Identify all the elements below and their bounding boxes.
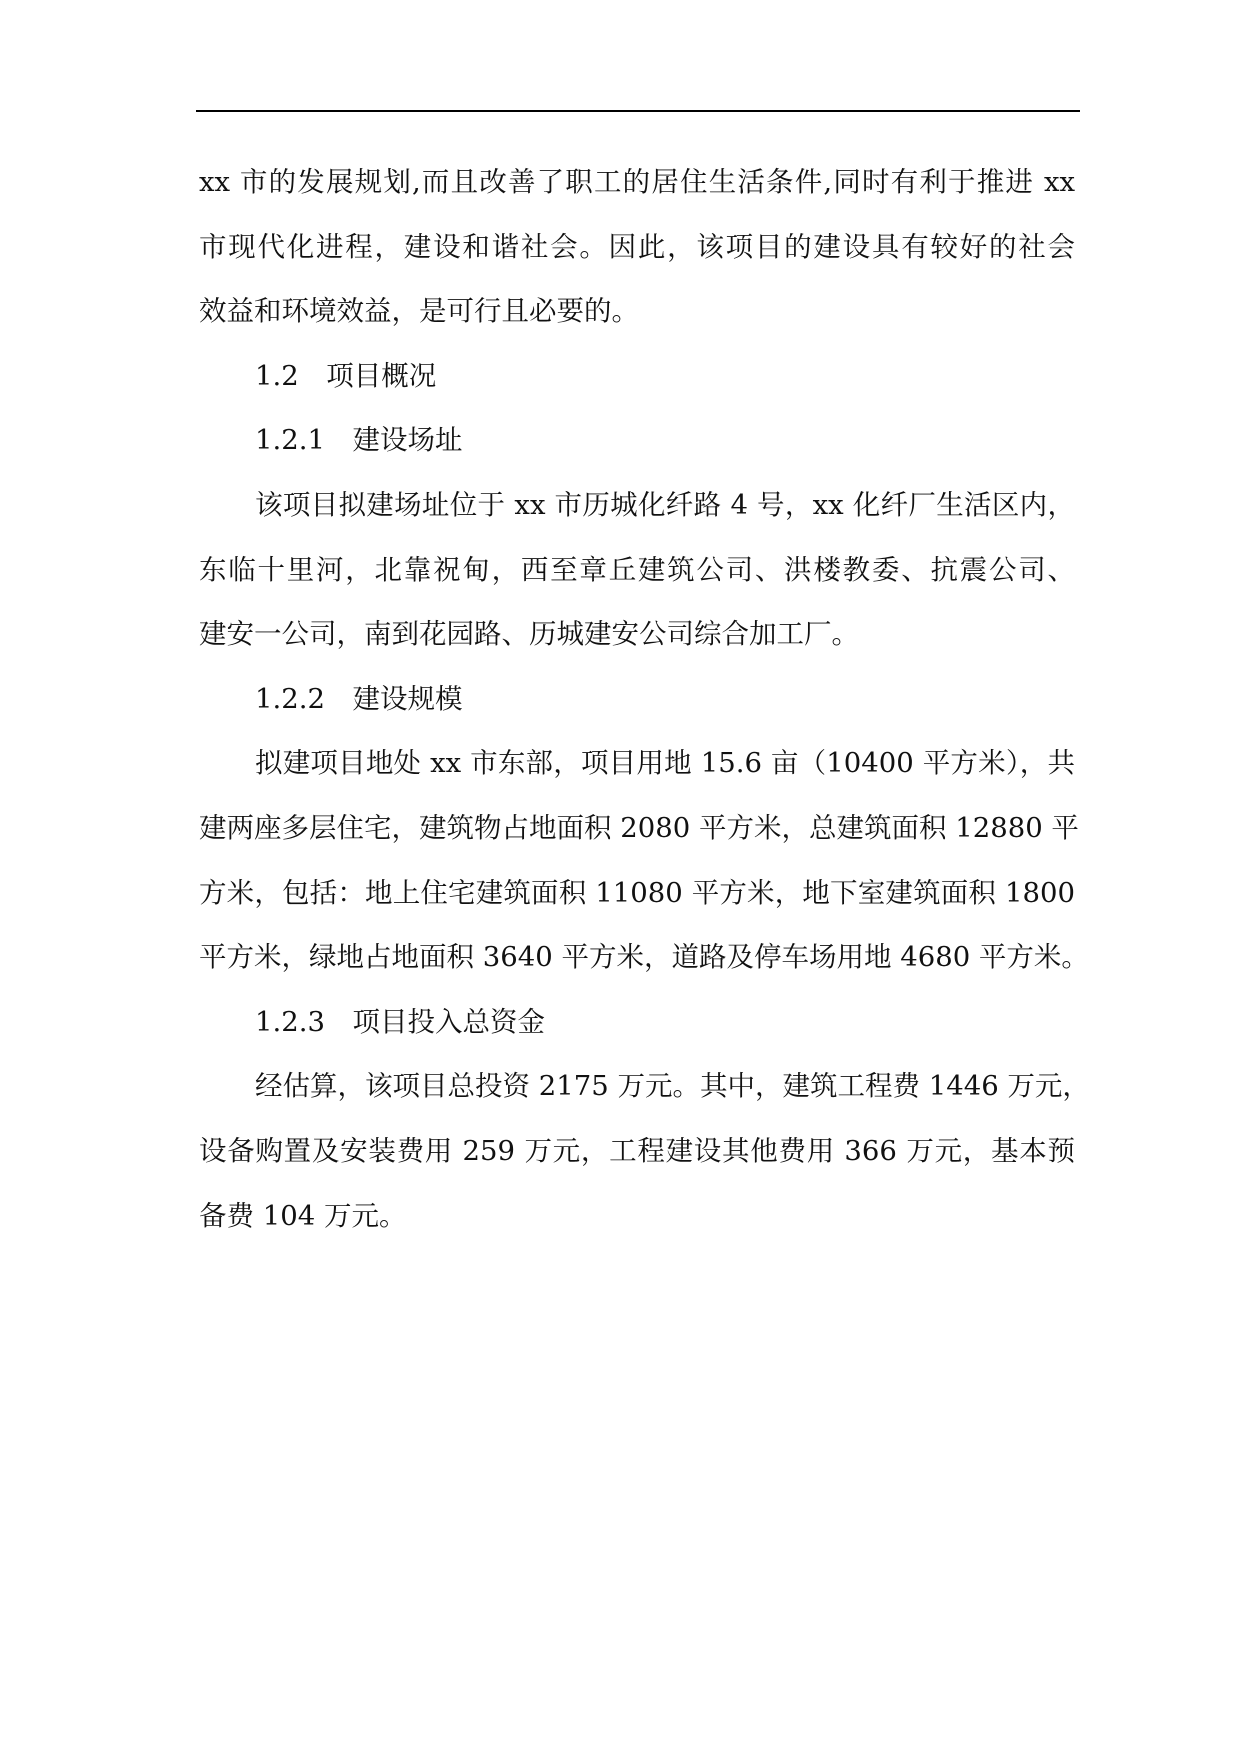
paragraph-line: 建安一公司，南到花园路、历城建安公司综合加工厂。 — [199, 618, 859, 651]
section-heading-1-2-1: 1.2.1 建设场址 — [255, 424, 463, 457]
section-heading-1-2-2: 1.2.2 建设规模 — [255, 682, 463, 715]
paragraph-line: 平方米，绿地占地面积 3640 平方米，道路及停车场用地 4680 平方米。 — [199, 941, 1089, 974]
paragraph-line: 效益和环境效益，是可行且必要的。 — [199, 295, 639, 328]
paragraph-line: 建两座多层住宅，建筑物占地面积 2080 平方米，总建筑面积 12880 平 — [199, 811, 1079, 844]
paragraph-line: 拟建项目地处 xx 市东部，项目用地 15.6 亩（10400 平方米），共 — [255, 747, 1075, 780]
document-body — [199, 150, 1090, 1248]
paragraph-line: 备费 104 万元。 — [199, 1199, 407, 1232]
paragraph-line: 市现代化进程，建设和谐社会。因此，该项目的建设具有较好的社会 — [199, 230, 1075, 263]
paragraph-line: xx 市的发展规划,而且改善了职工的居住生活条件,同时有利于推进 xx — [199, 166, 1075, 198]
header-rule — [196, 110, 1080, 112]
paragraph-line: 该项目拟建场址位于 xx 市历城化纤路 4 号，xx 化纤厂生活区内， — [255, 488, 1075, 521]
section-heading-1-2-3: 1.2.3 项目投入总资金 — [255, 1005, 545, 1038]
paragraph-line: 设备购置及安装费用 259 万元，工程建设其他费用 366 万元，基本预 — [199, 1134, 1075, 1167]
paragraph-line: 经估算，该项目总投资 2175 万元。其中，建筑工程费 1446 万元， — [255, 1070, 1090, 1103]
section-heading-1-2: 1.2 项目概况 — [255, 359, 437, 392]
paragraph-line: 东临十里河，北靠祝甸，西至章丘建筑公司、洪楼教委、抗震公司、 — [199, 553, 1075, 586]
paragraph-line: 方米，包括：地上住宅建筑面积 11080 平方米，地下室建筑面积 1800 — [199, 876, 1075, 909]
